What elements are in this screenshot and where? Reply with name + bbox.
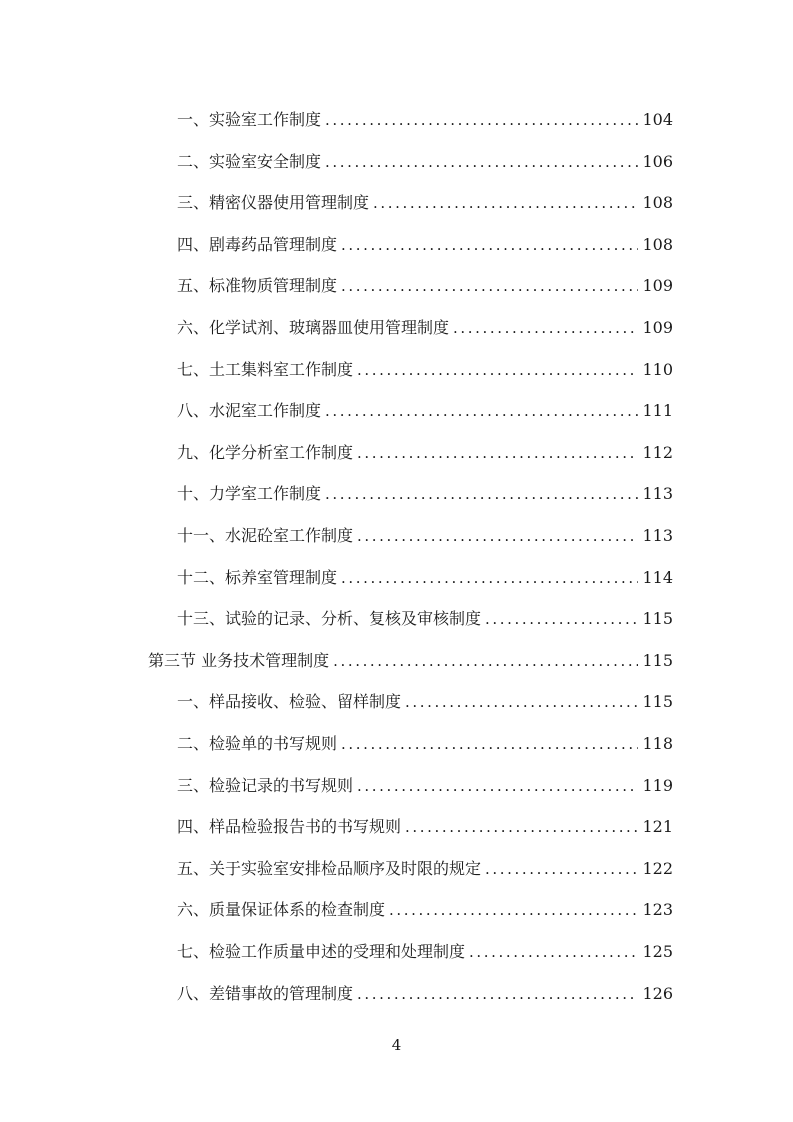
toc-entry-title: 十三、试验的记录、分析、复核及审核制度 [177,609,482,629]
toc-entry-page: 113 [642,526,673,545]
toc-dot-leader [325,107,638,133]
toc-entry-title: 二、实验室安全制度 [177,151,322,171]
toc-entry[interactable] [177,731,673,757]
toc-entry-page: 118 [642,734,673,753]
toc-entry-title: 四、样品检验报告书的书写规则 [177,817,402,837]
toc-entry[interactable] [177,357,673,383]
toc-entry[interactable] [177,897,673,923]
toc-entry[interactable] [177,523,673,549]
toc-dot-leader [453,315,638,341]
toc-entry-title: 八、水泥室工作制度 [177,401,322,421]
toc-dot-leader [341,731,638,757]
toc-entry-page: 122 [642,858,673,878]
toc-entry-page: 119 [642,775,673,795]
toc-entry-title: 一、实验室工作制度 [177,110,322,129]
toc-entry[interactable] [148,648,673,674]
toc-entry-page: 123 [642,900,673,920]
toc-entry-title: 五、关于实验室安排检品顺序及时限的规定 [177,858,482,878]
toc-entry-page: 106 [642,151,673,171]
toc-entry-title: 五、标准物质管理制度 [177,276,338,296]
toc-dot-leader [325,149,638,175]
toc-dot-leader [325,481,638,507]
toc-dot-leader [357,523,638,549]
toc-entry-page: 121 [642,817,673,837]
toc-entry[interactable] [177,315,673,341]
toc-entry-page: 115 [642,609,673,629]
toc-entry[interactable] [177,814,673,840]
toc-entry-title: 十二、标养室管理制度 [177,567,338,587]
toc-entry-page: 113 [642,484,673,504]
toc-entry[interactable] [177,440,673,466]
toc-entry-title: 三、检验记录的书写规则 [177,775,354,795]
toc-entry-title: 七、检验工作质量申述的受理和处理制度 [177,942,466,961]
toc-entry[interactable] [177,398,673,424]
toc-entry-title: 八、差错事故的管理制度 [177,983,354,1003]
page-number: 4 [391,1036,402,1054]
toc-entry[interactable] [177,149,673,175]
toc-dot-leader [405,814,638,840]
toc-entry-title: 九、化学分析室工作制度 [177,442,354,462]
toc-dot-leader [485,606,638,632]
toc-dot-leader [389,897,638,923]
toc-entry[interactable] [177,939,673,965]
toc-entry[interactable] [177,273,673,299]
toc-entry-page: 115 [642,650,673,670]
toc-entry-title: 第三节 业务技术管理制度 [148,650,330,670]
toc-entry-title: 六、化学试剂、玻璃器皿使用管理制度 [177,318,450,337]
toc-dot-leader [373,190,638,216]
toc-entry-title: 十一、水泥砼室工作制度 [177,526,354,545]
toc-entry[interactable] [177,606,673,632]
toc-entry[interactable] [177,981,673,1007]
toc-dot-leader [485,856,638,882]
toc-entry[interactable] [177,856,673,882]
toc-dot-leader [357,773,638,799]
toc-entry[interactable] [177,689,673,715]
toc-entry[interactable] [177,481,673,507]
toc-entry-page: 109 [642,276,673,296]
toc-entry-page: 111 [642,401,673,421]
toc-dot-leader [357,357,638,383]
toc-dot-leader [341,273,638,299]
toc-entry-page: 104 [642,110,673,129]
toc-entry-title: 三、精密仪器使用管理制度 [177,193,370,213]
toc-entry-title: 七、土工集料室工作制度 [177,359,354,379]
toc-dot-leader [469,939,638,965]
toc-entry-title: 六、质量保证体系的检查制度 [177,900,386,920]
toc-entry-page: 125 [642,942,673,961]
toc-dot-leader [405,689,638,715]
toc-entry[interactable] [177,107,673,133]
toc-entry[interactable] [177,232,673,258]
toc-dot-leader [325,398,638,424]
toc-dot-leader [357,440,638,466]
toc-entry-title: 一、样品接收、检验、留样制度 [177,692,402,712]
toc-dot-leader [341,565,638,591]
toc-entry[interactable] [177,190,673,216]
toc-entry-page: 110 [642,359,673,379]
toc-entry-page: 115 [642,692,673,712]
toc-entry-page: 108 [642,234,673,254]
toc-dot-leader [333,648,638,674]
toc-entry-page: 109 [642,318,673,337]
toc-entry-page: 126 [642,983,673,1003]
toc-entry-title: 十、力学室工作制度 [177,484,322,504]
toc-dot-leader [341,232,638,258]
toc-entry-title: 二、检验单的书写规则 [177,734,338,753]
toc-dot-leader [357,981,638,1007]
toc-entry-page: 114 [642,567,673,587]
toc-entry-page: 108 [642,193,673,213]
toc-entry[interactable] [177,565,673,591]
toc-entry-title: 四、剧毒药品管理制度 [177,234,338,254]
toc-entry[interactable] [177,773,673,799]
toc-entry-page: 112 [642,442,673,462]
